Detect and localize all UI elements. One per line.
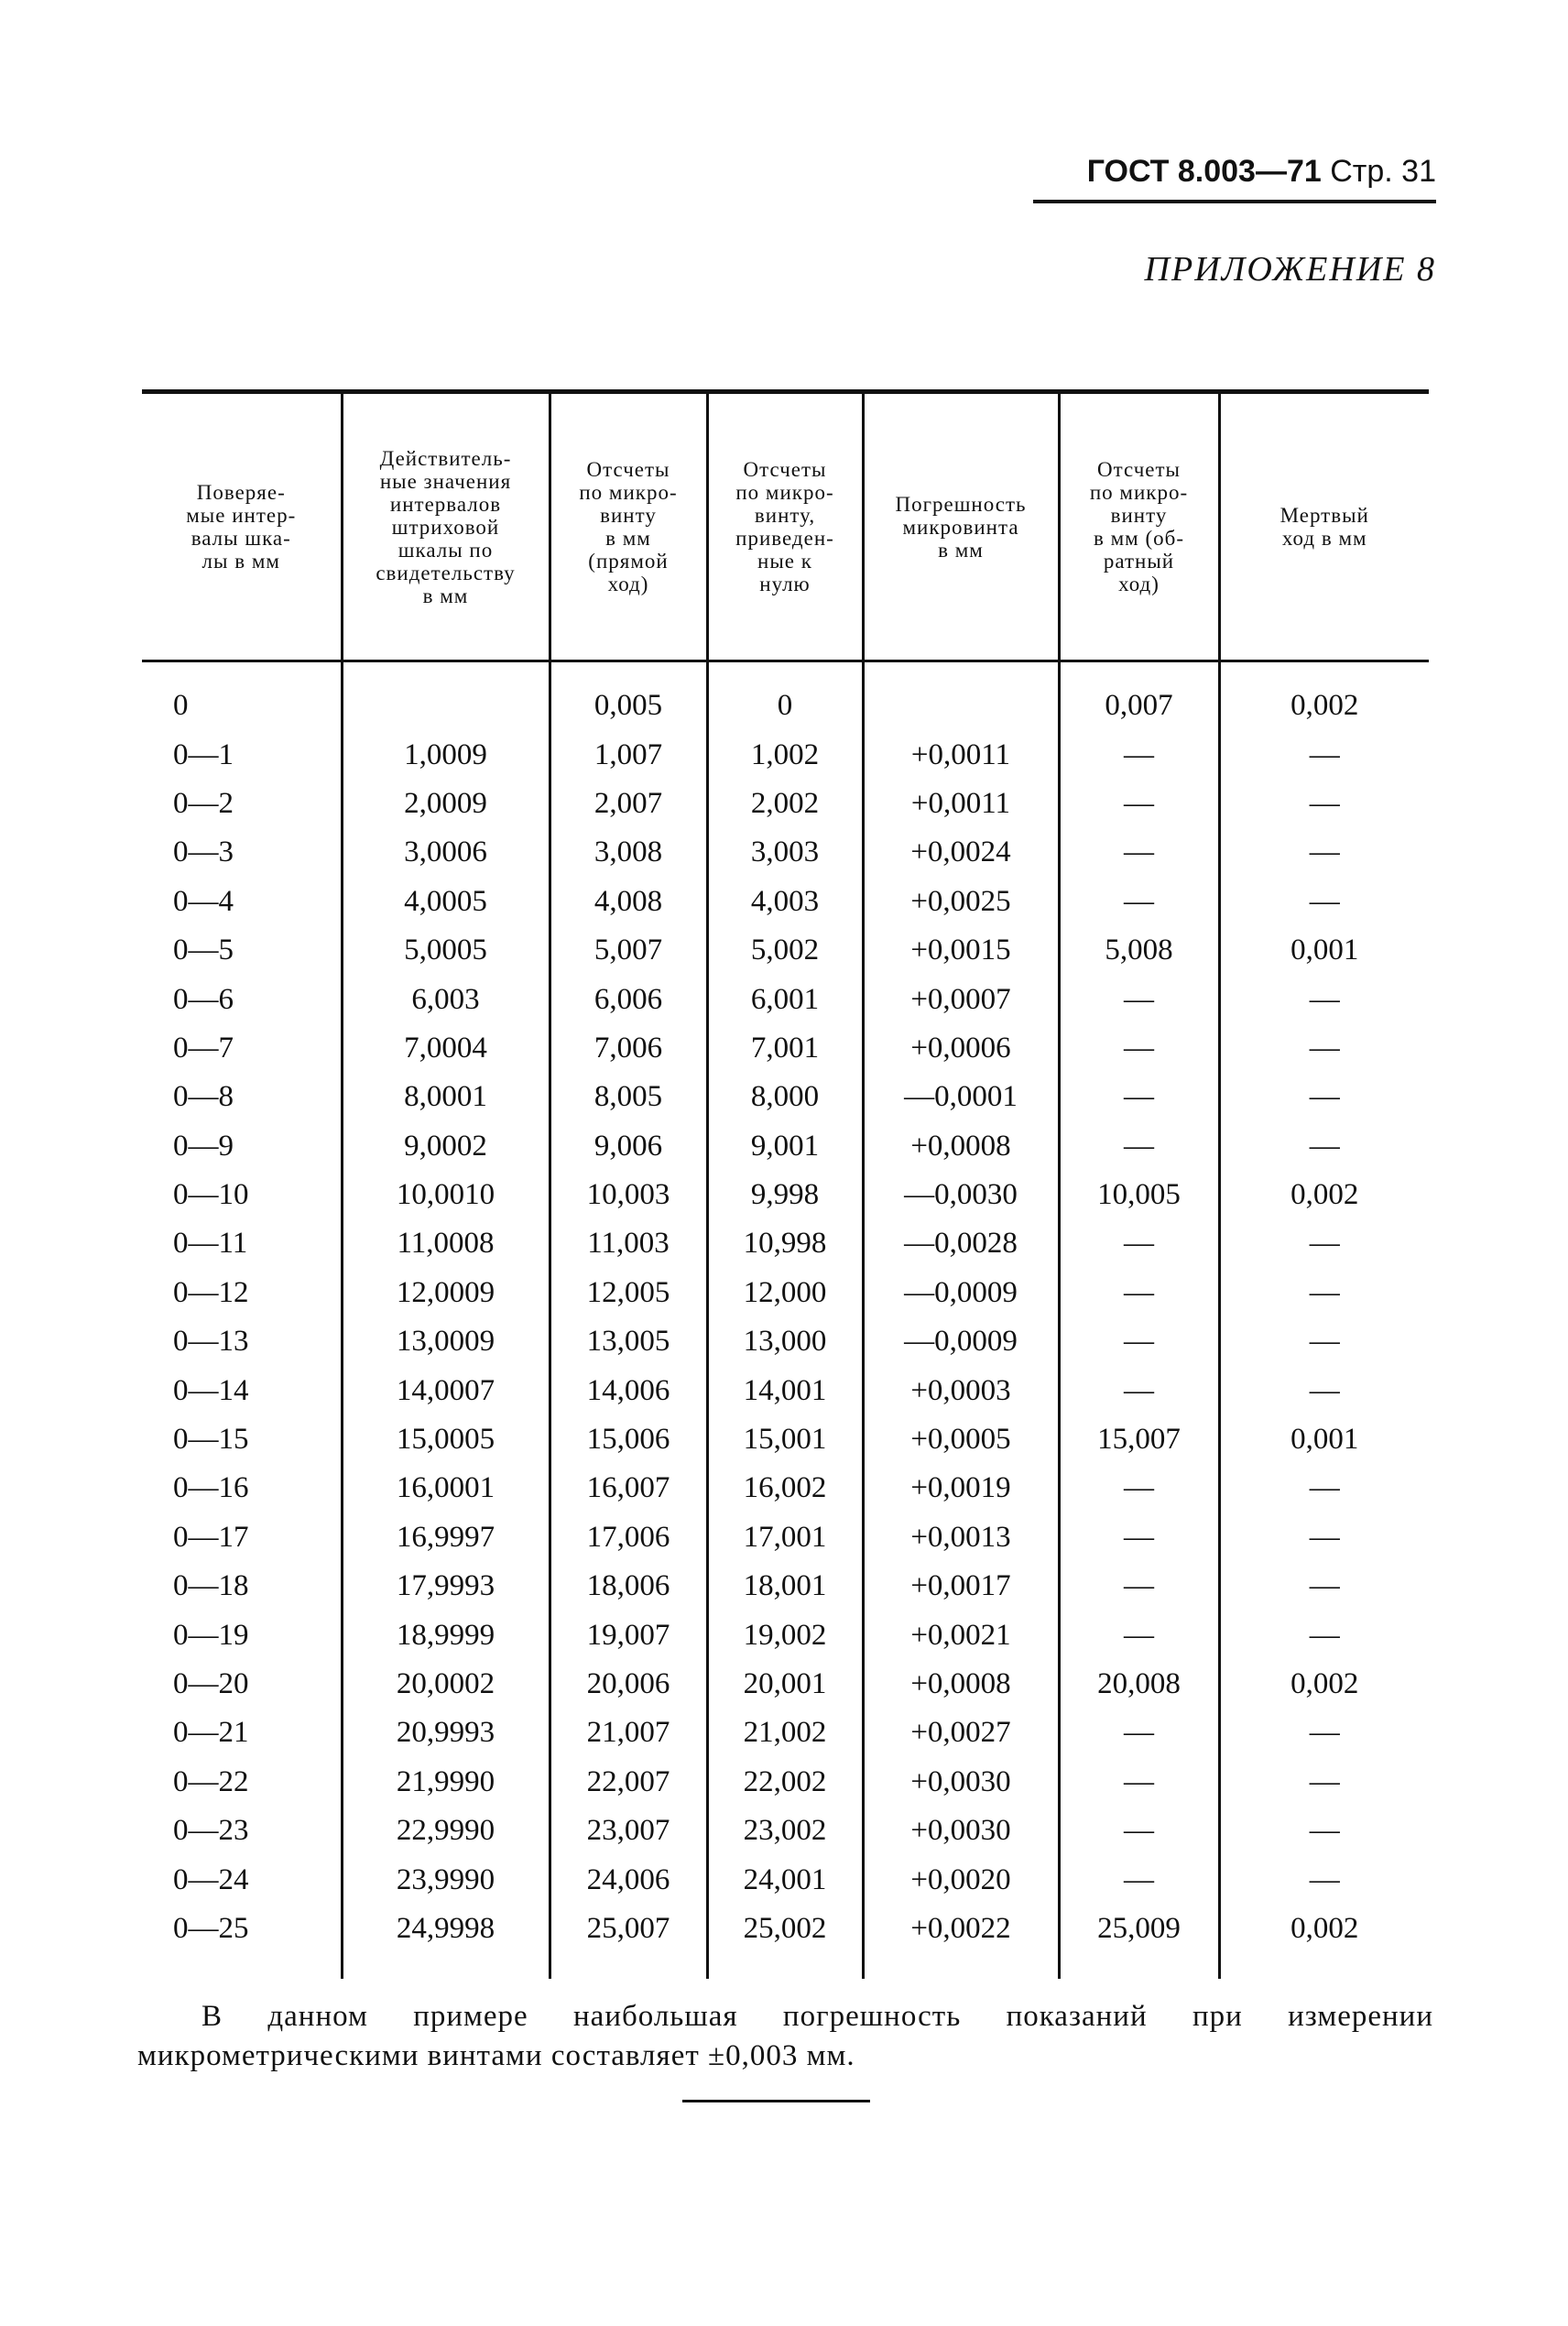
header-rule <box>1033 200 1436 203</box>
table-cell: 0—4 <box>173 884 234 918</box>
table-header-row <box>142 392 1429 661</box>
table-cell: +0,0019 <box>863 1464 1059 1512</box>
table-cell: —0,0028 <box>863 1219 1059 1268</box>
table-cell: — <box>1219 1269 1429 1317</box>
column-header: Отсчеты по микро- винту в мм (об- ратный ход) <box>1059 392 1219 661</box>
table-cell: — <box>1219 1709 1429 1757</box>
table-row <box>142 828 1429 877</box>
table-cell: 0—12 <box>173 1275 249 1309</box>
table-cell: 25,007 <box>550 1905 707 1979</box>
column-header: Поверяе- мые интер- валы шка- лы в мм <box>142 392 342 661</box>
table-cell: 22,9990 <box>342 1807 550 1855</box>
table-cell: 0,001 <box>1219 926 1429 975</box>
table-cell: 13,005 <box>550 1317 707 1366</box>
table-cell: 3,003 <box>707 828 863 877</box>
table-cell: —0,0001 <box>863 1073 1059 1121</box>
table-cell: 20,0002 <box>342 1660 550 1709</box>
table-row <box>142 669 1429 730</box>
table-cell: 21,007 <box>550 1709 707 1757</box>
table-row <box>142 1171 1429 1219</box>
table-cell: — <box>1059 1024 1219 1073</box>
table-cell: 18,001 <box>707 1562 863 1611</box>
table-cell: 21,002 <box>707 1709 863 1757</box>
table-cell: 0—25 <box>173 1911 249 1945</box>
table-cell: 0—9 <box>173 1129 234 1163</box>
table-cell: 20,001 <box>707 1660 863 1709</box>
table-cell: 0—1 <box>173 737 234 771</box>
table-cell: 0—10 <box>173 1178 249 1212</box>
table-row <box>142 730 1429 779</box>
table-cell: 3,0006 <box>342 828 550 877</box>
table-cell: 17,006 <box>550 1513 707 1562</box>
end-rule <box>682 2100 870 2102</box>
table-row <box>142 926 1429 975</box>
table-cell: +0,0011 <box>863 780 1059 828</box>
table-cell: 14,006 <box>550 1366 707 1414</box>
page-number: Стр. 31 <box>1330 154 1436 189</box>
table-cell: 0,002 <box>1219 669 1429 730</box>
table-cell: +0,0024 <box>863 828 1059 877</box>
table-cell: — <box>1219 1122 1429 1171</box>
table-cell: 8,000 <box>707 1073 863 1121</box>
table-cell: 25,009 <box>1059 1905 1219 1979</box>
table-cell: —0,0030 <box>863 1171 1059 1219</box>
table-cell: 19,007 <box>550 1611 707 1659</box>
table-cell: — <box>1059 878 1219 926</box>
table-cell: 6,003 <box>342 975 550 1023</box>
table-cell: 20,9993 <box>342 1709 550 1757</box>
table-cell: 0—22 <box>173 1764 249 1798</box>
footnote-text: В данном примере наибольшая погрешность показаний при измерении микрометрическими винтами составляет ±0,003 мм. <box>137 2000 1433 2072</box>
table-cell: 0—2 <box>173 786 234 820</box>
table-cell: — <box>1219 780 1429 828</box>
column-header: Погрешность микровинта в мм <box>863 392 1059 661</box>
table-row <box>142 1464 1429 1512</box>
measurement-table <box>142 389 1429 1979</box>
table-cell: — <box>1219 1513 1429 1562</box>
table-cell: 0—8 <box>173 1080 234 1114</box>
table-cell: 18,9999 <box>342 1611 550 1659</box>
table-cell: 10,0010 <box>342 1171 550 1219</box>
table-cell: — <box>1219 1562 1429 1611</box>
table-row <box>142 1807 1429 1855</box>
table-cell: 0—5 <box>173 934 234 967</box>
table-cell: — <box>1059 1122 1219 1171</box>
table-cell: 7,006 <box>550 1024 707 1073</box>
table-cell: 17,9993 <box>342 1562 550 1611</box>
table-row <box>142 1758 1429 1807</box>
table-row <box>142 975 1429 1023</box>
table-cell: 6,006 <box>550 975 707 1023</box>
table-cell: 0—21 <box>173 1716 249 1750</box>
table-cell: 13,000 <box>707 1317 863 1366</box>
table-cell: — <box>1059 1758 1219 1807</box>
table-row <box>142 1122 1429 1171</box>
table-cell: — <box>1219 878 1429 926</box>
table-cell: — <box>1059 1855 1219 1904</box>
table-cell: 25,002 <box>707 1905 863 1979</box>
table-cell: — <box>1059 1464 1219 1512</box>
table-cell: 16,002 <box>707 1464 863 1512</box>
table-cell: — <box>1219 1611 1429 1659</box>
measurement-table-container <box>142 389 1429 1979</box>
table-cell: 0—19 <box>173 1618 249 1652</box>
table-cell: — <box>1059 1807 1219 1855</box>
table-cell: 0,005 <box>550 669 707 730</box>
table-cell: +0,0030 <box>863 1758 1059 1807</box>
table-cell: 9,006 <box>550 1122 707 1171</box>
table-cell: 21,9990 <box>342 1758 550 1807</box>
table-cell: 5,002 <box>707 926 863 975</box>
table-cell: 24,9998 <box>342 1905 550 1979</box>
table-row <box>142 878 1429 926</box>
table-cell <box>863 669 1059 730</box>
table-cell: +0,0021 <box>863 1611 1059 1659</box>
table-cell: 12,0009 <box>342 1269 550 1317</box>
table-cell: 15,0005 <box>342 1415 550 1464</box>
table-cell: 0—24 <box>173 1862 249 1896</box>
table-cell: 0,001 <box>1219 1415 1429 1464</box>
table-cell: 20,006 <box>550 1660 707 1709</box>
table-row <box>142 1073 1429 1121</box>
table-cell: 6,001 <box>707 975 863 1023</box>
table-cell: 0,007 <box>1059 669 1219 730</box>
table-cell: — <box>1219 1855 1429 1904</box>
table-cell: 22,002 <box>707 1758 863 1807</box>
table-cell: 13,0009 <box>342 1317 550 1366</box>
table-cell: +0,0025 <box>863 878 1059 926</box>
table-cell: 18,006 <box>550 1562 707 1611</box>
table-cell: 2,002 <box>707 780 863 828</box>
table-cell: +0,0007 <box>863 975 1059 1023</box>
table-cell: 12,000 <box>707 1269 863 1317</box>
table-row <box>142 1317 1429 1366</box>
table-cell: 4,0005 <box>342 878 550 926</box>
table-row <box>142 1415 1429 1464</box>
table-cell: +0,0022 <box>863 1905 1059 1979</box>
table-cell: +0,0030 <box>863 1807 1059 1855</box>
table-cell: +0,0003 <box>863 1366 1059 1414</box>
table-cell: 0—13 <box>173 1325 249 1359</box>
appendix-title: ПРИЛОЖЕНИЕ 8 <box>1144 250 1436 289</box>
table-cell: 1,007 <box>550 730 707 779</box>
table-cell: 24,006 <box>550 1855 707 1904</box>
table-row <box>142 1269 1429 1317</box>
table-cell: — <box>1219 975 1429 1023</box>
table-cell: 0,002 <box>1219 1660 1429 1709</box>
table-cell: 15,007 <box>1059 1415 1219 1464</box>
table-cell: — <box>1059 1611 1219 1659</box>
table-cell: — <box>1219 1219 1429 1268</box>
table-row <box>142 1562 1429 1611</box>
table-cell: 0—16 <box>173 1471 249 1505</box>
table-cell: 0,002 <box>1219 1171 1429 1219</box>
table-cell: 0—23 <box>173 1814 249 1848</box>
table-cell: — <box>1219 1366 1429 1414</box>
table-row <box>142 1855 1429 1904</box>
table-cell: — <box>1059 1219 1219 1268</box>
table-cell: — <box>1219 1073 1429 1121</box>
table-cell: — <box>1219 1317 1429 1366</box>
table-cell: — <box>1059 975 1219 1023</box>
table-cell: 17,001 <box>707 1513 863 1562</box>
table-cell: 5,008 <box>1059 926 1219 975</box>
table-cell: — <box>1219 1464 1429 1512</box>
table-cell: +0,0013 <box>863 1513 1059 1562</box>
table-cell: 0 <box>707 669 863 730</box>
column-header: Мертвый ход в мм <box>1219 392 1429 661</box>
table-cell: 10,005 <box>1059 1171 1219 1219</box>
table-cell: 8,005 <box>550 1073 707 1121</box>
table-cell: 0—11 <box>173 1227 248 1261</box>
table-cell: +0,0017 <box>863 1562 1059 1611</box>
page-header <box>1033 154 1436 190</box>
table-cell: 24,001 <box>707 1855 863 1904</box>
table-row <box>142 1660 1429 1709</box>
table-row <box>142 1219 1429 1268</box>
table-cell: 0—15 <box>173 1423 249 1457</box>
table-cell: 2,007 <box>550 780 707 828</box>
table-cell: 0 <box>173 689 189 723</box>
table-cell: +0,0011 <box>863 730 1059 779</box>
table-cell: — <box>1059 1073 1219 1121</box>
table-cell: 0—14 <box>173 1373 249 1407</box>
table-cell: 23,002 <box>707 1807 863 1855</box>
standard-number: ГОСТ 8.003—71 <box>1086 154 1322 189</box>
table-cell: — <box>1059 1709 1219 1757</box>
table-row <box>142 1513 1429 1562</box>
table-cell: 2,0009 <box>342 780 550 828</box>
table-cell: — <box>1059 780 1219 828</box>
table-cell: 9,998 <box>707 1171 863 1219</box>
table-cell: 5,0005 <box>342 926 550 975</box>
table-cell: — <box>1219 1807 1429 1855</box>
table-cell: 23,007 <box>550 1807 707 1855</box>
table-cell: 1,002 <box>707 730 863 779</box>
column-header: Отсчеты по микро- винту, приведен- ные к нулю <box>707 392 863 661</box>
table-cell: — <box>1219 1024 1429 1073</box>
table-cell: — <box>1219 730 1429 779</box>
table-cell: 0—6 <box>173 982 234 1016</box>
table-cell: 0—7 <box>173 1031 234 1065</box>
table-row <box>142 1905 1429 1979</box>
table-cell: 12,005 <box>550 1269 707 1317</box>
table-cell: 4,003 <box>707 878 863 926</box>
table-cell: 14,0007 <box>342 1366 550 1414</box>
table-cell: — <box>1059 730 1219 779</box>
table-cell: — <box>1059 1562 1219 1611</box>
table-cell: — <box>1059 1366 1219 1414</box>
table-body <box>142 669 1429 1979</box>
table-cell: 5,007 <box>550 926 707 975</box>
table-cell: 20,008 <box>1059 1660 1219 1709</box>
table-cell: 0,002 <box>1219 1905 1429 1979</box>
table-row <box>142 1024 1429 1073</box>
table-cell: — <box>1059 1317 1219 1366</box>
table-row <box>142 1611 1429 1659</box>
table-cell: — <box>1219 1758 1429 1807</box>
table-cell: 7,001 <box>707 1024 863 1073</box>
table-cell: +0,0015 <box>863 926 1059 975</box>
table-cell: 16,007 <box>550 1464 707 1512</box>
table-cell: 7,0004 <box>342 1024 550 1073</box>
table-cell: 15,001 <box>707 1415 863 1464</box>
table-cell: 10,998 <box>707 1219 863 1268</box>
table-cell: 3,008 <box>550 828 707 877</box>
table-row <box>142 1366 1429 1414</box>
table-cell: — <box>1059 828 1219 877</box>
table-cell: 11,003 <box>550 1219 707 1268</box>
table-cell: 15,006 <box>550 1415 707 1464</box>
table-cell: 11,0008 <box>342 1219 550 1268</box>
table-cell: — <box>1059 1513 1219 1562</box>
table-cell: — <box>1219 828 1429 877</box>
table-cell: 0—20 <box>173 1667 249 1700</box>
table-cell: 8,0001 <box>342 1073 550 1121</box>
table-cell: 16,0001 <box>342 1464 550 1512</box>
table-cell: 22,007 <box>550 1758 707 1807</box>
table-cell: 9,0002 <box>342 1122 550 1171</box>
table-cell: +0,0006 <box>863 1024 1059 1073</box>
table-cell: 9,001 <box>707 1122 863 1171</box>
table-cell: +0,0020 <box>863 1855 1059 1904</box>
table-cell: +0,0005 <box>863 1415 1059 1464</box>
table-cell: 4,008 <box>550 878 707 926</box>
table-cell <box>342 669 550 730</box>
column-header: Действитель- ные значения интервалов штриховой шкалы по свидетельству в мм <box>342 392 550 661</box>
table-cell: 23,9990 <box>342 1855 550 1904</box>
column-header: Отсчеты по микро- винту в мм (прямой ход) <box>550 392 707 661</box>
table-row <box>142 780 1429 828</box>
table-cell: +0,0008 <box>863 1660 1059 1709</box>
table-cell: 0—17 <box>173 1520 249 1554</box>
table-cell: —0,0009 <box>863 1269 1059 1317</box>
table-cell: 10,003 <box>550 1171 707 1219</box>
table-cell: 0—3 <box>173 835 234 869</box>
table-cell: 0—18 <box>173 1569 249 1603</box>
table-cell: 14,001 <box>707 1366 863 1414</box>
table-cell: 19,002 <box>707 1611 863 1659</box>
table-cell: 1,0009 <box>342 730 550 779</box>
table-cell: +0,0008 <box>863 1122 1059 1171</box>
header-double-rule <box>142 661 1429 670</box>
table-cell: —0,0009 <box>863 1317 1059 1366</box>
table-cell: — <box>1059 1269 1219 1317</box>
table-row <box>142 1709 1429 1757</box>
table-cell: 16,9997 <box>342 1513 550 1562</box>
table-cell: +0,0027 <box>863 1709 1059 1757</box>
